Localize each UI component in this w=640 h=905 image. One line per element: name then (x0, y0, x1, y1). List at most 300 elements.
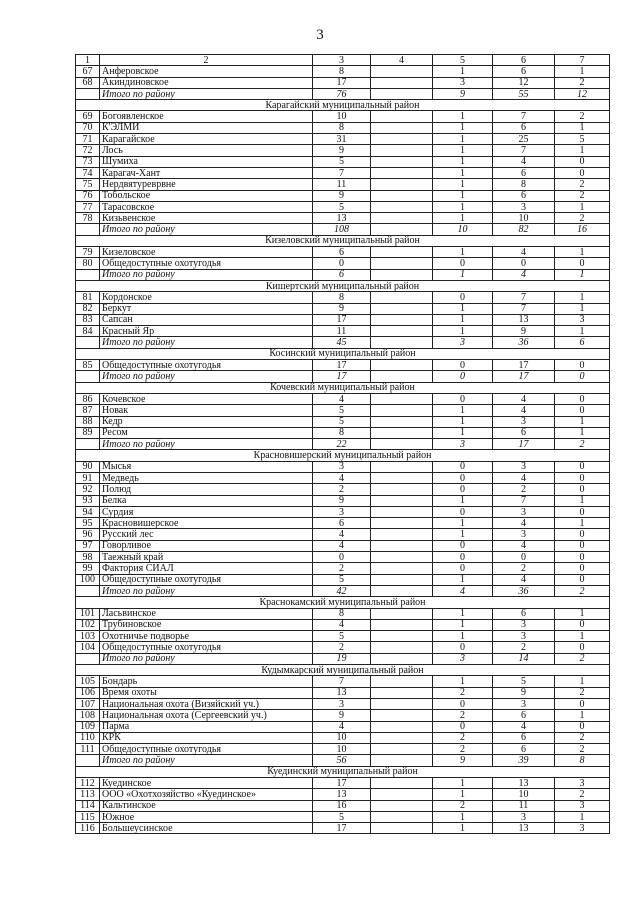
column-7-cell: 1 (555, 416, 610, 427)
column-6-cell: 6 (493, 744, 555, 755)
table-row (76, 66, 610, 77)
table-row (76, 710, 610, 721)
column-5-cell: 1 (433, 789, 493, 800)
district-name: Косинский муниципальный район (76, 348, 610, 359)
column-4-cell (371, 179, 433, 190)
column-4-cell (371, 439, 433, 450)
column-3-cell: 8 (313, 292, 371, 303)
column-6-cell: 36 (493, 585, 555, 596)
column-3-cell: 7 (313, 167, 371, 178)
column-6-cell: 0 (493, 552, 555, 563)
column-4-cell (371, 676, 433, 687)
column-6-cell: 4 (493, 574, 555, 585)
column-7-cell: 5 (555, 134, 610, 145)
table-row (76, 619, 610, 630)
column-number: 5 (433, 55, 493, 66)
column-5-cell: 1 (433, 111, 493, 122)
district-total-row (76, 755, 610, 766)
row-number-cell: 92 (76, 484, 100, 495)
column-4-cell (371, 642, 433, 653)
column-6-cell: 2 (493, 642, 555, 653)
table-row (76, 247, 610, 258)
column-6-cell: 7 (493, 145, 555, 156)
column-4-cell (371, 326, 433, 337)
ground-name-cell: Тарасовское (100, 201, 313, 212)
column-7-cell: 0 (555, 540, 610, 551)
column-7-cell: 0 (555, 371, 610, 382)
column-7-cell: 0 (555, 156, 610, 167)
column-6-cell: 4 (493, 269, 555, 280)
ground-name-cell: ООО «Охотхозяйство «Куединское» (100, 789, 313, 800)
ground-name-cell: Медведь (100, 472, 313, 483)
table-row (76, 676, 610, 687)
row-number-cell: 85 (76, 360, 100, 371)
column-3-cell: 6 (313, 518, 371, 529)
column-3-cell: 13 (313, 789, 371, 800)
column-5-cell: 1 (433, 405, 493, 416)
column-3-cell: 31 (313, 134, 371, 145)
column-7-cell: 2 (555, 179, 610, 190)
row-number-cell: 109 (76, 721, 100, 732)
district-header-row (76, 382, 610, 393)
ground-name-cell: Говорливое (100, 540, 313, 551)
ground-name-cell: Кордонское (100, 292, 313, 303)
column-3-cell: 5 (313, 201, 371, 212)
column-3-cell: 6 (313, 247, 371, 258)
column-7-cell: 1 (555, 676, 610, 687)
table-row (76, 461, 610, 472)
column-7-cell: 1 (555, 495, 610, 506)
table-row (76, 258, 610, 269)
table-row (76, 111, 610, 122)
column-3-cell: 9 (313, 710, 371, 721)
column-3-cell: 4 (313, 721, 371, 732)
column-4-cell (371, 563, 433, 574)
column-7-cell: 0 (555, 393, 610, 404)
table-row (76, 145, 610, 156)
column-6-cell: 13 (493, 778, 555, 789)
column-4-cell (371, 495, 433, 506)
column-6-cell: 6 (493, 427, 555, 438)
column-6-cell: 17 (493, 439, 555, 450)
row-number-cell: 87 (76, 405, 100, 416)
column-6-cell: 4 (493, 518, 555, 529)
column-5-cell: 0 (433, 552, 493, 563)
column-6-cell: 17 (493, 371, 555, 382)
column-6-cell: 4 (493, 393, 555, 404)
column-5-cell: 1 (433, 213, 493, 224)
column-3-cell: 42 (313, 585, 371, 596)
table-row (76, 642, 610, 653)
column-6-cell: 7 (493, 303, 555, 314)
column-5-cell: 0 (433, 360, 493, 371)
ground-name-cell: Кизеловское (100, 247, 313, 258)
column-4-cell (371, 122, 433, 133)
column-6-cell: 25 (493, 134, 555, 145)
column-7-cell: 0 (555, 574, 610, 585)
district-name: Карагайский муниципальный район (76, 100, 610, 111)
table-row (76, 800, 610, 811)
ground-name-cell: Акиндиновское (100, 77, 313, 88)
column-7-cell: 1 (555, 518, 610, 529)
table-row (76, 744, 610, 755)
column-3-cell: 19 (313, 653, 371, 664)
row-number-cell: 116 (76, 823, 100, 834)
row-number-cell (76, 585, 100, 596)
table-row (76, 811, 610, 822)
ground-name-cell: Общедоступные охотугодья (100, 258, 313, 269)
table-row (76, 122, 610, 133)
table-row (76, 574, 610, 585)
row-number-cell: 112 (76, 778, 100, 789)
column-4-cell (371, 631, 433, 642)
ground-name-cell: Русский лес (100, 529, 313, 540)
column-6-cell: 9 (493, 326, 555, 337)
column-6-cell: 5 (493, 676, 555, 687)
column-3-cell: 7 (313, 676, 371, 687)
district-header-row (76, 665, 610, 676)
row-number-cell: 105 (76, 676, 100, 687)
column-7-cell: 0 (555, 563, 610, 574)
column-7-cell: 1 (555, 326, 610, 337)
column-7-cell: 1 (555, 631, 610, 642)
table-row (76, 167, 610, 178)
column-3-cell: 16 (313, 800, 371, 811)
ground-name-cell: Итого по району (100, 371, 313, 382)
column-5-cell: 0 (433, 540, 493, 551)
column-5-cell: 2 (433, 687, 493, 698)
column-7-cell: 0 (555, 405, 610, 416)
column-6-cell: 7 (493, 495, 555, 506)
district-header-row (76, 235, 610, 246)
column-6-cell: 82 (493, 224, 555, 235)
row-number-cell: 82 (76, 303, 100, 314)
column-5-cell: 1 (433, 269, 493, 280)
column-4-cell (371, 190, 433, 201)
ground-name-cell: Итого по району (100, 88, 313, 99)
column-5-cell: 1 (433, 314, 493, 325)
column-7-cell: 2 (555, 789, 610, 800)
column-7-cell: 1 (555, 292, 610, 303)
row-number-cell (76, 439, 100, 450)
row-number-cell (76, 269, 100, 280)
column-4-cell (371, 303, 433, 314)
column-3-cell: 13 (313, 213, 371, 224)
row-number-cell (76, 653, 100, 664)
ground-name-cell: Общедоступные охотугодья (100, 360, 313, 371)
table-row (76, 303, 610, 314)
ground-name-cell: Сурдия (100, 506, 313, 517)
ground-name-cell: Таежный край (100, 552, 313, 563)
column-6-cell: 55 (493, 88, 555, 99)
column-3-cell: 10 (313, 732, 371, 743)
column-6-cell: 10 (493, 213, 555, 224)
column-7-cell: 1 (555, 247, 610, 258)
column-number: 4 (371, 55, 433, 66)
column-3-cell: 2 (313, 484, 371, 495)
column-5-cell: 1 (433, 811, 493, 822)
column-5-cell: 1 (433, 676, 493, 687)
column-3-cell: 17 (313, 314, 371, 325)
ground-name-cell: Куединское (100, 778, 313, 789)
column-6-cell: 7 (493, 292, 555, 303)
row-number-cell (76, 88, 100, 99)
column-5-cell: 1 (433, 326, 493, 337)
table-row (76, 495, 610, 506)
table-row (76, 529, 610, 540)
column-4-cell (371, 77, 433, 88)
column-7-cell: 2 (555, 585, 610, 596)
column-6-cell: 6 (493, 710, 555, 721)
column-6-cell: 36 (493, 337, 555, 348)
column-6-cell: 3 (493, 631, 555, 642)
column-7-cell: 1 (555, 608, 610, 619)
column-3-cell: 3 (313, 461, 371, 472)
row-number-cell: 103 (76, 631, 100, 642)
column-6-cell: 3 (493, 416, 555, 427)
column-5-cell: 1 (433, 427, 493, 438)
column-4-cell (371, 506, 433, 517)
column-5-cell: 3 (433, 653, 493, 664)
column-3-cell: 6 (313, 269, 371, 280)
column-3-cell: 9 (313, 145, 371, 156)
ground-name-cell: Итого по району (100, 337, 313, 348)
column-4-cell (371, 88, 433, 99)
column-3-cell: 3 (313, 506, 371, 517)
column-4-cell (371, 258, 433, 269)
ground-name-cell: К'ЭЛМИ (100, 122, 313, 133)
row-number-cell: 115 (76, 811, 100, 822)
column-4-cell (371, 393, 433, 404)
column-6-cell: 13 (493, 823, 555, 834)
row-number-cell: 93 (76, 495, 100, 506)
table-row (76, 213, 610, 224)
column-7-cell: 0 (555, 721, 610, 732)
column-3-cell: 8 (313, 608, 371, 619)
column-5-cell: 0 (433, 393, 493, 404)
row-number-cell: 70 (76, 122, 100, 133)
table-row (76, 77, 610, 88)
column-number: 3 (313, 55, 371, 66)
column-4-cell (371, 472, 433, 483)
column-3-cell: 5 (313, 156, 371, 167)
column-3-cell: 22 (313, 439, 371, 450)
row-number-cell (76, 337, 100, 348)
column-3-cell: 3 (313, 698, 371, 709)
column-6-cell: 4 (493, 540, 555, 551)
row-number-cell: 69 (76, 111, 100, 122)
hunting-grounds-table (75, 54, 610, 834)
ground-name-cell: Фактория СИАЛ (100, 563, 313, 574)
row-number-cell: 94 (76, 506, 100, 517)
column-5-cell: 1 (433, 495, 493, 506)
column-7-cell: 6 (555, 337, 610, 348)
column-3-cell: 2 (313, 642, 371, 653)
column-5-cell: 1 (433, 134, 493, 145)
column-5-cell: 1 (433, 574, 493, 585)
row-number-cell: 106 (76, 687, 100, 698)
ground-name-cell: Лось (100, 145, 313, 156)
column-6-cell: 9 (493, 687, 555, 698)
column-7-cell: 0 (555, 360, 610, 371)
column-4-cell (371, 427, 433, 438)
column-6-cell: 3 (493, 506, 555, 517)
ground-name-cell: КРК (100, 732, 313, 743)
column-4-cell (371, 405, 433, 416)
row-number-cell: 113 (76, 789, 100, 800)
column-6-cell: 2 (493, 484, 555, 495)
row-number-cell: 72 (76, 145, 100, 156)
ground-name-cell: Парма (100, 721, 313, 732)
table-row (76, 360, 610, 371)
ground-name-cell: Итого по району (100, 755, 313, 766)
column-3-cell: 8 (313, 122, 371, 133)
table-row (76, 789, 610, 800)
column-3-cell: 13 (313, 687, 371, 698)
row-number-cell: 84 (76, 326, 100, 337)
row-number-cell: 89 (76, 427, 100, 438)
column-6-cell: 3 (493, 698, 555, 709)
column-7-cell: 2 (555, 439, 610, 450)
district-name: Кудымкарский муниципальный район (76, 665, 610, 676)
district-header-row (76, 280, 610, 291)
column-4-cell (371, 800, 433, 811)
district-name: Куединский муниципальный район (76, 766, 610, 777)
row-number-cell: 104 (76, 642, 100, 653)
column-3-cell: 10 (313, 111, 371, 122)
column-4-cell (371, 247, 433, 258)
table-row (76, 179, 610, 190)
ground-name-cell: Охотничье подворье (100, 631, 313, 642)
ground-name-cell: Карагач-Хант (100, 167, 313, 178)
row-number-cell: 71 (76, 134, 100, 145)
district-name: Краснокамский муниципальный район (76, 597, 610, 608)
column-4-cell (371, 66, 433, 77)
column-7-cell: 1 (555, 201, 610, 212)
column-6-cell: 4 (493, 156, 555, 167)
column-5-cell: 1 (433, 190, 493, 201)
district-total-row (76, 439, 610, 450)
table-row (76, 631, 610, 642)
column-3-cell: 5 (313, 405, 371, 416)
column-7-cell: 0 (555, 698, 610, 709)
row-number-cell: 111 (76, 744, 100, 755)
column-4-cell (371, 619, 433, 630)
column-4-cell (371, 529, 433, 540)
column-5-cell: 0 (433, 484, 493, 495)
column-5-cell: 1 (433, 416, 493, 427)
column-7-cell: 0 (555, 472, 610, 483)
column-5-cell: 0 (433, 472, 493, 483)
column-number: 2 (100, 55, 313, 66)
column-3-cell: 11 (313, 179, 371, 190)
ground-name-cell: Нердвятуреврвне (100, 179, 313, 190)
column-6-cell: 4 (493, 405, 555, 416)
column-6-cell: 12 (493, 77, 555, 88)
column-6-cell: 6 (493, 190, 555, 201)
column-7-cell: 2 (555, 190, 610, 201)
column-6-cell: 11 (493, 800, 555, 811)
column-5-cell: 1 (433, 631, 493, 642)
column-7-cell: 3 (555, 823, 610, 834)
column-5-cell: 2 (433, 744, 493, 755)
column-5-cell: 1 (433, 156, 493, 167)
column-number: 7 (555, 55, 610, 66)
row-number-cell: 83 (76, 314, 100, 325)
column-4-cell (371, 167, 433, 178)
column-number: 1 (76, 55, 100, 66)
column-6-cell: 2 (493, 563, 555, 574)
column-7-cell: 0 (555, 529, 610, 540)
column-7-cell: 1 (555, 811, 610, 822)
column-5-cell: 3 (433, 77, 493, 88)
column-5-cell: 2 (433, 800, 493, 811)
row-number-cell: 81 (76, 292, 100, 303)
table-row (76, 823, 610, 834)
column-4-cell (371, 360, 433, 371)
column-7-cell: 1 (555, 122, 610, 133)
ground-name-cell: Мысья (100, 461, 313, 472)
ground-name-cell: Карагайское (100, 134, 313, 145)
column-7-cell: 12 (555, 88, 610, 99)
row-number-cell: 102 (76, 619, 100, 630)
column-4-cell (371, 552, 433, 563)
column-6-cell: 4 (493, 472, 555, 483)
column-6-cell: 3 (493, 529, 555, 540)
column-3-cell: 10 (313, 744, 371, 755)
column-4-cell (371, 201, 433, 212)
ground-name-cell: Богоявленское (100, 111, 313, 122)
row-number-cell: 74 (76, 167, 100, 178)
ground-name-cell: Анферовское (100, 66, 313, 77)
column-number: 6 (493, 55, 555, 66)
column-3-cell: 0 (313, 258, 371, 269)
column-4-cell (371, 823, 433, 834)
row-number-cell: 78 (76, 213, 100, 224)
ground-name-cell: Трубиновское (100, 619, 313, 630)
ground-name-cell: Итого по району (100, 585, 313, 596)
column-3-cell: 17 (313, 823, 371, 834)
column-5-cell: 1 (433, 823, 493, 834)
column-5-cell: 1 (433, 66, 493, 77)
ground-name-cell: Беркут (100, 303, 313, 314)
ground-name-cell: Новак (100, 405, 313, 416)
column-7-cell: 1 (555, 269, 610, 280)
column-3-cell: 56 (313, 755, 371, 766)
table-row (76, 326, 610, 337)
column-3-cell: 2 (313, 563, 371, 574)
page-number: 3 (316, 27, 324, 43)
ground-name-cell: Белка (100, 495, 313, 506)
ground-name-cell: Красный Яр (100, 326, 313, 337)
column-5-cell: 9 (433, 755, 493, 766)
column-5-cell: 0 (433, 721, 493, 732)
column-5-cell: 0 (433, 258, 493, 269)
column-5-cell: 3 (433, 337, 493, 348)
column-5-cell: 10 (433, 224, 493, 235)
district-name: Красновишерский муниципальный район (76, 450, 610, 461)
column-7-cell: 2 (555, 653, 610, 664)
column-4-cell (371, 314, 433, 325)
row-number-cell: 96 (76, 529, 100, 540)
row-number-cell: 98 (76, 552, 100, 563)
column-5-cell: 0 (433, 461, 493, 472)
column-6-cell: 0 (493, 258, 555, 269)
ground-name-cell: Время охоты (100, 687, 313, 698)
row-number-cell: 99 (76, 563, 100, 574)
table-row (76, 427, 610, 438)
table-row (76, 484, 610, 495)
